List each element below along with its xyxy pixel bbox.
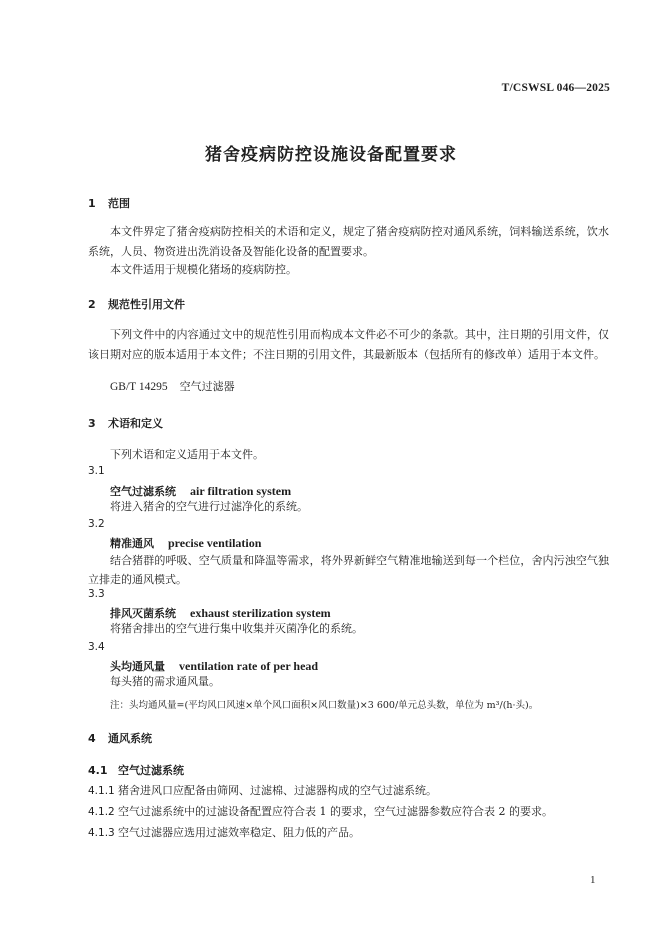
- section-3-heading: [88, 415, 163, 431]
- section-number: 2: [88, 298, 96, 311]
- term-note: 注：头均通风量=(平均风口风速×单个风口面积×风口数量)×3 600/单元总头数，单位为 m³/(h·头)。: [110, 700, 539, 711]
- term-zh: 空气过滤系统: [110, 485, 176, 498]
- clause-number: 4.1.1: [88, 785, 115, 797]
- term-zh: 头均通风量: [110, 660, 165, 673]
- standard-number: T/CSWSL 046—2025: [501, 82, 610, 94]
- section-1-para-2: 本文件适用于规模化猪场的疫病防控。: [110, 263, 297, 276]
- term-en: ventilation rate of per head: [179, 659, 319, 673]
- section-title: 通风系统: [108, 732, 152, 745]
- section-4-heading: [88, 730, 152, 746]
- section-2-heading: [88, 296, 185, 312]
- term-zh: 排风灭菌系统: [110, 607, 176, 620]
- term-definition: 每头猪的需求通风量。: [110, 675, 220, 688]
- reference-title: 空气过滤器: [179, 380, 235, 393]
- clause-number: 4.1.3: [88, 827, 115, 839]
- term-en: exhaust sterilization system: [190, 606, 331, 620]
- section-2-para-1: 下列文件中的内容通过文中的规范性引用而构成本文件必不可少的条款。其中，注日期的引用文件，仅该日期对应的版本适用于本文件；不注日期的引用文件，其最新版本（包括所有的修改单）适用于本文件。: [88, 328, 609, 361]
- reference-code: GB/T 14295: [110, 381, 168, 393]
- term-definition: 结合猪群的呼吸、空气质量和降温等需求，将外界新鲜空气精准地输送到每一个栏位，舍内污浊空气独立排走的通风模式。: [88, 554, 609, 586]
- term-definition: 将进入猪舍的空气进行过滤净化的系统。: [110, 500, 308, 513]
- term-zh: 精准通风: [110, 537, 154, 550]
- section-title: 范围: [108, 197, 130, 210]
- section-number: 3: [88, 417, 96, 430]
- clause-4-1-1: [88, 780, 437, 802]
- term-number: 3.3: [88, 588, 105, 600]
- section-title: 术语和定义: [108, 417, 163, 430]
- section-1-para-1: 本文件界定了猪舍疫病防控相关的术语和定义，规定了猪舍疫病防控对通风系统，饲料输送系统，饮水系统，人员、物资进出洗消设备及智能化设备的配置要求。: [88, 225, 609, 258]
- term-heading: [110, 535, 261, 551]
- section-number: 1: [88, 197, 96, 210]
- section-title: 规范性引用文件: [108, 298, 185, 311]
- term-en: precise ventilation: [168, 536, 262, 550]
- term-number: 3.4: [88, 641, 105, 653]
- section-1-heading: [88, 195, 130, 211]
- term-number: 3.2: [88, 518, 105, 530]
- term-number: 3.1: [88, 465, 105, 477]
- clause-4-1-2: [88, 801, 553, 823]
- clause-text: 空气过滤系统中的过滤设备配置应符合表 1 的要求，空气过滤器参数应符合表 2 的要求。: [118, 805, 553, 818]
- document-title: 猪舍疫病防控设施设备配置要求: [205, 145, 457, 165]
- subsection-4-1-heading: [88, 762, 184, 778]
- clause-text: 猪舍进风口应配备由筛网、过滤棉、过滤器构成的空气过滤系统。: [118, 784, 437, 797]
- term-en: air filtration system: [190, 484, 292, 498]
- clause-text: 空气过滤器应选用过滤效率稳定、阻力低的产品。: [118, 826, 360, 839]
- section-3-intro: 下列术语和定义适用于本文件。: [110, 448, 264, 461]
- clause-number: 4.1.2: [88, 806, 115, 818]
- subsection-number: 4.1: [88, 764, 108, 777]
- normative-reference: [110, 376, 235, 398]
- clause-4-1-3: [88, 822, 360, 844]
- section-number: 4: [88, 732, 96, 745]
- subsection-title: 空气过滤系统: [118, 764, 184, 777]
- page-number: 1: [590, 874, 596, 886]
- term-definition: 将猪舍排出的空气进行集中收集并灭菌净化的系统。: [110, 622, 363, 635]
